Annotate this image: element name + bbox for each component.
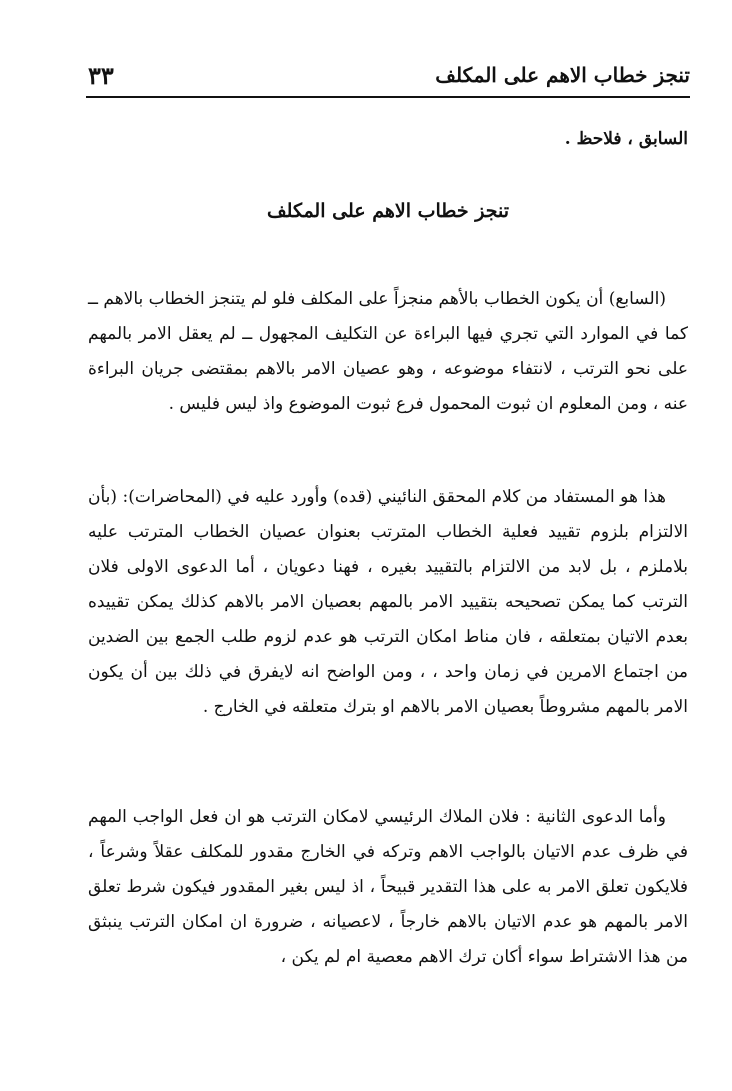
running-title: تنجز خطاب الاهم على المكلف — [435, 63, 690, 87]
paragraph-2 — [88, 480, 688, 725]
paragraph-text: (السابع) أن يكون الخطاب بالأهم منجزاً على المكلف فلو لم يتنجز الخطاب بالاهم ــ كما في الموارد التي تجري فيها البراءة عن التكليف المجهول ــ لم يعقل الامر بالمهم على نحو الترتب ، لانتفاء موضوعه ، وهو عصيان الامر بالاهم بمقتضى جريان البراءة عنه ، ومن المعلوم ان ثبوت المحمول فرع ثبوت الموضوع واذ ليس فليس . — [88, 289, 688, 414]
header-rule — [86, 96, 690, 98]
paragraph-1 — [88, 282, 688, 422]
opening-line: السابق ، فلاحظ . — [564, 129, 688, 149]
paragraph-text: وأما الدعوى الثانية : فلان الملاك الرئيسي لامكان الترتب هو ان فعل الواجب المهم في ظرف عدم الاتيان بالواجب الاهم وتركه في الخارج مقدور للمكلف عقلاً وشرعاً ، فلايكون تعلق الامر به على هذا التقدير قبيحاً ، اذ ليس بغير المقدور فيكون شرط تعلق الامر بالمهم هو عدم الاتيان بالاهم خارجاً ، لاعصيانه ، ضرورة ان امكان الترتب ينبثق من هذا الاشتراط سواء أكان ترك الاهم معصية ام لم يكن ، — [88, 807, 688, 967]
paragraph-text: هذا هو المستفاد من كلام المحقق النائيني (قده) وأورد عليه في (المحاضرات): (بأن الالتزام بلزوم تقييد فعلية الخطاب المترتب بعنوان عصيان الخطاب المترتب عليه بلاملزم ، بل لابد من الالتزام بالتقييد بغيره ، فهنا دعويان ، أما الدعوى الاولى فلان الترتب كما يمكن تصحيحه بتقييد الامر بالمهم بعصيان الامر بالاهم كذلك يمكن تقييده بعدم الاتيان بمتعلقه ، فان مناط امكان الترتب هو عدم لزوم طلب الجمع بين الضدين من اجتماع الامرين في زمان واحد ، ، ومن الواضح انه لايفرق في ذلك بين أن يكون الامر بالمهم مشروطاً بعصيان الامر بالاهم او بترك متعلقه في الخارج . — [88, 487, 688, 717]
paragraph-3 — [88, 800, 688, 975]
page-number: ٣٣ — [88, 60, 114, 90]
section-title: تنجز خطاب الاهم على المكلف — [267, 200, 509, 222]
running-header — [88, 58, 690, 92]
